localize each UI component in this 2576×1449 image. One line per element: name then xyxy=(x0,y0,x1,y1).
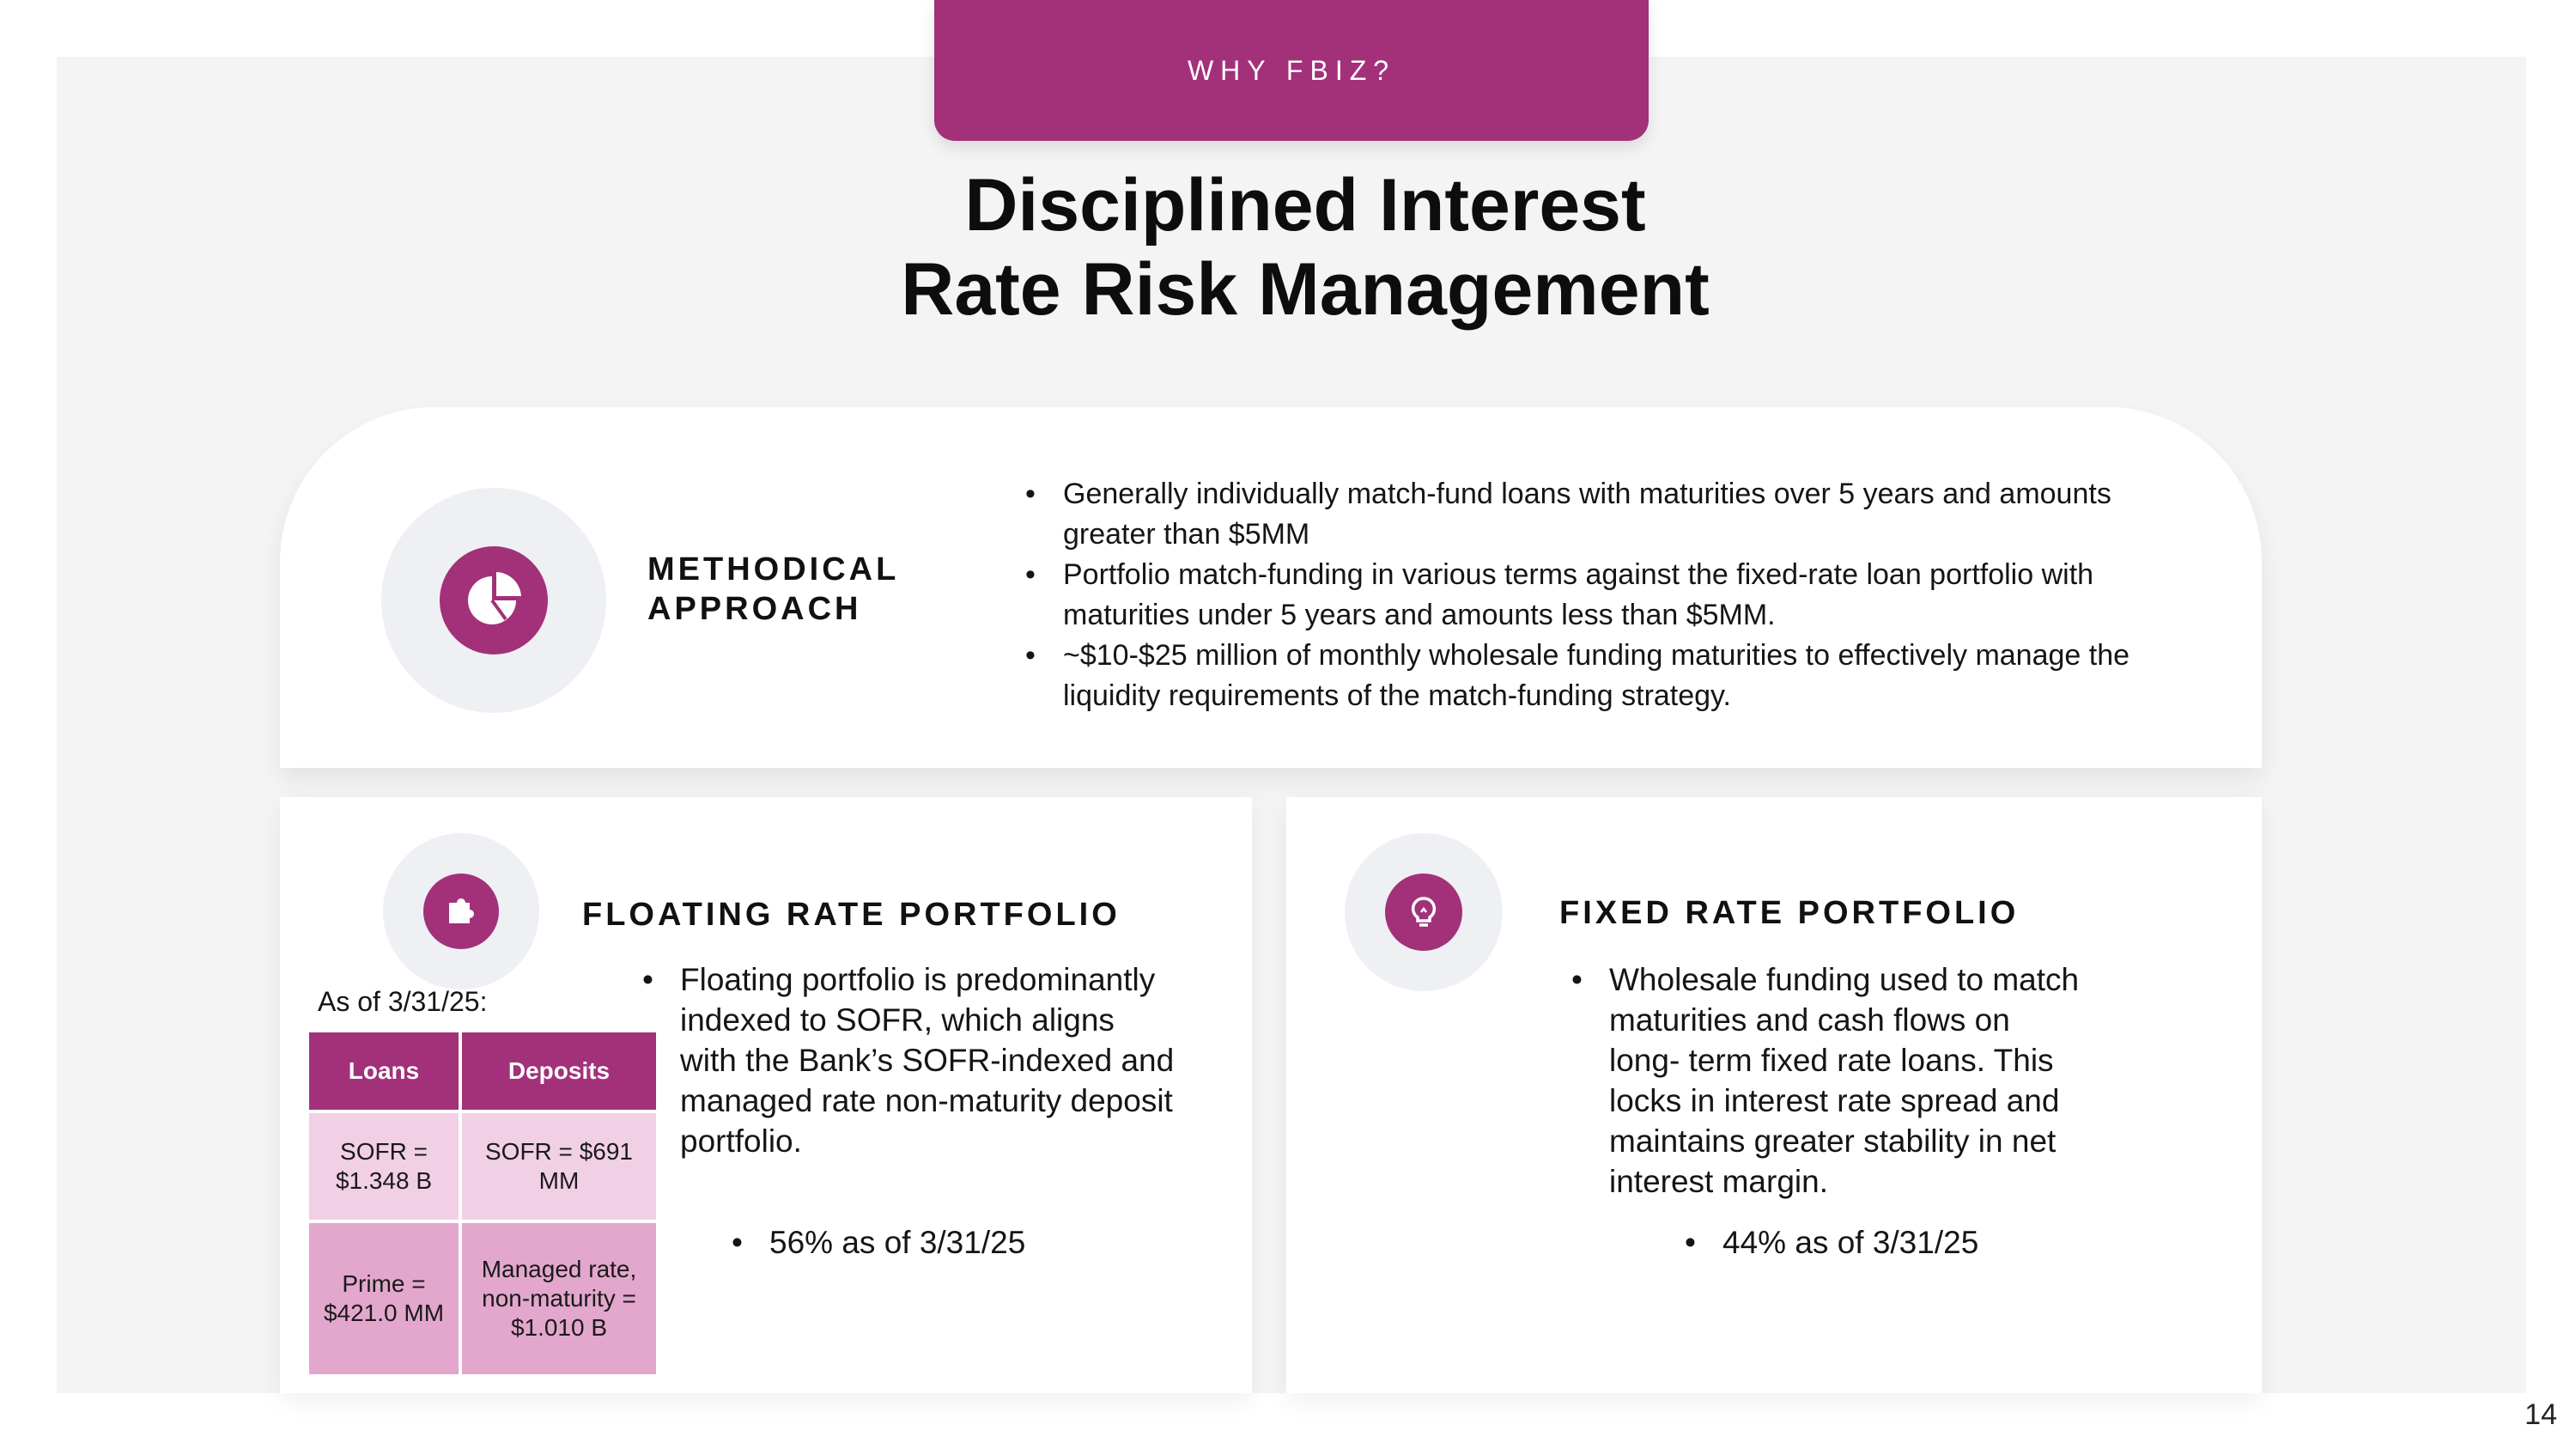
page-number: 14 xyxy=(2524,1398,2557,1431)
rates-table xyxy=(306,1029,659,1378)
fixed-bullet: • Wholesale funding used to match maturities and cash flows on long- term fixed rate loans. This locks in interest rate spread and maintains greater stability in net interest margin. xyxy=(1571,959,2087,1202)
table-cell: Prime = $421.0 MM xyxy=(309,1223,459,1374)
floating-heading: FLOATING RATE PORTFOLIO xyxy=(582,897,1121,933)
as-of-label: As of 3/31/25: xyxy=(318,986,488,1017)
floating-bullet-list xyxy=(642,959,1175,1161)
methodical-heading-line2: APPROACH xyxy=(647,591,862,627)
fixed-heading: FIXED RATE PORTFOLIO xyxy=(1559,895,2020,931)
methodical-heading xyxy=(647,550,899,629)
fixed-bullet-list xyxy=(1571,959,2087,1202)
methodical-bullet-list xyxy=(1025,474,2142,716)
floating-icon-ring xyxy=(383,833,539,989)
lightbulb-icon xyxy=(1385,874,1462,951)
table-header-loans: Loans xyxy=(309,1032,459,1110)
pie-chart-icon xyxy=(440,546,548,654)
table-row xyxy=(309,1223,656,1374)
table-cell: SOFR = $691 MM xyxy=(462,1113,656,1220)
section-tab xyxy=(934,0,1649,141)
methodical-bullet: • ~$10-$25 million of monthly wholesale funding maturities to effectively manage the liquidity requirements of the match-funding strategy. xyxy=(1025,636,2142,716)
page-title xyxy=(687,163,1923,332)
section-tab-label: WHY FBIZ? xyxy=(1187,54,1396,86)
floating-sub-bullet: • 56% as of 3/31/25 xyxy=(769,1222,1025,1263)
methodical-bullet: • Generally individually match-fund loans with maturities over 5 years and amounts greater than $5MM xyxy=(1025,474,2142,555)
table-header-deposits: Deposits xyxy=(462,1032,656,1110)
page-title-line1: Disciplined Interest xyxy=(964,164,1646,247)
table-cell: Managed rate, non-maturity = $1.010 B xyxy=(462,1223,656,1374)
puzzle-icon xyxy=(423,874,499,949)
floating-bullet: • Floating portfolio is predominantly indexed to SOFR, which aligns with the Bank’s SOFR-indexed and managed rate non-maturity deposit portfolio. xyxy=(642,959,1175,1161)
methodical-icon-ring xyxy=(381,488,606,713)
methodical-bullet: • Portfolio match-funding in various terms against the fixed-rate loan portfolio with maturities under 5 years and amounts less than $5MM. xyxy=(1025,555,2142,636)
table-row xyxy=(309,1113,656,1220)
fixed-icon-ring xyxy=(1345,833,1503,991)
fixed-sub-bullet: • 44% as of 3/31/25 xyxy=(1722,1222,1978,1263)
table-cell: SOFR = $1.348 B xyxy=(309,1113,459,1220)
methodical-heading-line1: METHODICAL xyxy=(647,551,900,588)
page-title-line2: Rate Risk Management xyxy=(901,248,1710,331)
